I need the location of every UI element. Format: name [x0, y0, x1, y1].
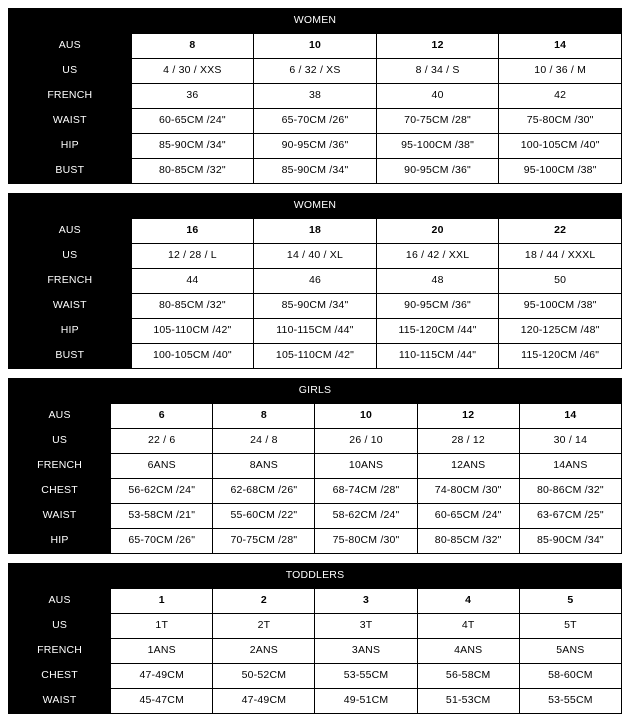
size-cell: 50-52CM — [213, 664, 315, 689]
table-row — [9, 34, 622, 59]
size-cell: 3T — [315, 614, 417, 639]
size-cell: 26 / 10 — [315, 429, 417, 454]
size-cell: 90-95CM /36" — [376, 294, 499, 319]
size-cell: 2T — [213, 614, 315, 639]
table-title: TODDLERS — [9, 564, 622, 589]
row-label: WAIST — [9, 109, 132, 134]
size-table — [8, 563, 622, 714]
size-cell: 1ANS — [111, 639, 213, 664]
row-label: WAIST — [9, 504, 111, 529]
size-cell: 14ANS — [519, 454, 621, 479]
table-title-row — [9, 379, 622, 404]
row-label: FRENCH — [9, 639, 111, 664]
size-cell: 105-110CM /42" — [131, 319, 254, 344]
table-row — [9, 454, 622, 479]
size-cell: 14 — [499, 34, 622, 59]
size-cell: 4ANS — [417, 639, 519, 664]
row-label: CHEST — [9, 479, 111, 504]
table-title: WOMEN — [9, 9, 622, 34]
size-cell: 100-105CM /40" — [499, 134, 622, 159]
size-cell: 95-100CM /38" — [376, 134, 499, 159]
size-cell: 46 — [254, 269, 377, 294]
size-cell: 110-115CM /44" — [376, 344, 499, 369]
size-cell: 55-60CM /22" — [213, 504, 315, 529]
size-cell: 14 — [519, 404, 621, 429]
size-cell: 56-62CM /24" — [111, 479, 213, 504]
size-cell: 44 — [131, 269, 254, 294]
row-label: WAIST — [9, 294, 132, 319]
size-cell: 63-67CM /25" — [519, 504, 621, 529]
size-cell: 10 / 36 / M — [499, 59, 622, 84]
table-row — [9, 84, 622, 109]
size-table — [8, 193, 622, 369]
size-cell: 90-95CM /36" — [376, 159, 499, 184]
size-cell: 60-65CM /24" — [131, 109, 254, 134]
size-cell: 70-75CM /28" — [213, 529, 315, 554]
size-cell: 47-49CM — [213, 689, 315, 714]
size-cell: 75-80CM /30" — [315, 529, 417, 554]
size-cell: 1T — [111, 614, 213, 639]
row-label: CHEST — [9, 664, 111, 689]
size-cell: 16 — [131, 219, 254, 244]
table-row — [9, 344, 622, 369]
size-table — [8, 378, 622, 554]
size-cell: 65-70CM /26" — [254, 109, 377, 134]
size-cell: 24 / 8 — [213, 429, 315, 454]
table-title: WOMEN — [9, 194, 622, 219]
row-label: BUST — [9, 159, 132, 184]
size-cell: 30 / 14 — [519, 429, 621, 454]
size-cell: 3 — [315, 589, 417, 614]
size-cell: 58-62CM /24" — [315, 504, 417, 529]
size-cell: 56-58CM — [417, 664, 519, 689]
size-cell: 8 — [131, 34, 254, 59]
size-cell: 4 — [417, 589, 519, 614]
size-cell: 100-105CM /40" — [131, 344, 254, 369]
row-label: AUS — [9, 589, 111, 614]
size-cell: 85-90CM /34" — [519, 529, 621, 554]
size-cell: 47-49CM — [111, 664, 213, 689]
row-label: FRENCH — [9, 84, 132, 109]
table-title-row — [9, 9, 622, 34]
row-label: FRENCH — [9, 269, 132, 294]
size-cell: 22 / 6 — [111, 429, 213, 454]
size-cell: 85-90CM /34" — [254, 159, 377, 184]
table-row — [9, 689, 622, 714]
size-cell: 68-74CM /28" — [315, 479, 417, 504]
table-row — [9, 614, 622, 639]
table-row — [9, 319, 622, 344]
row-label: WAIST — [9, 689, 111, 714]
table-row — [9, 159, 622, 184]
size-cell: 80-86CM /32" — [519, 479, 621, 504]
row-label: HIP — [9, 319, 132, 344]
table-row — [9, 529, 622, 554]
size-cell: 4T — [417, 614, 519, 639]
size-cell: 12ANS — [417, 454, 519, 479]
size-cell: 18 — [254, 219, 377, 244]
size-cell: 18 / 44 / XXXL — [499, 244, 622, 269]
size-cell: 62-68CM /26" — [213, 479, 315, 504]
size-cell: 50 — [499, 269, 622, 294]
table-row — [9, 59, 622, 84]
row-label: AUS — [9, 219, 132, 244]
size-cell: 53-58CM /21" — [111, 504, 213, 529]
table-row — [9, 479, 622, 504]
table-title-row — [9, 564, 622, 589]
size-cell: 58-60CM — [519, 664, 621, 689]
size-cell: 75-80CM /30" — [499, 109, 622, 134]
size-cell: 95-100CM /38" — [499, 294, 622, 319]
row-label: HIP — [9, 529, 111, 554]
size-cell: 115-120CM /44" — [376, 319, 499, 344]
row-label: FRENCH — [9, 454, 111, 479]
size-cell: 85-90CM /34" — [254, 294, 377, 319]
size-cell: 90-95CM /36" — [254, 134, 377, 159]
row-label: US — [9, 429, 111, 454]
size-cell: 6ANS — [111, 454, 213, 479]
size-cell: 45-47CM — [111, 689, 213, 714]
size-cell: 60-65CM /24" — [417, 504, 519, 529]
row-label: US — [9, 59, 132, 84]
size-cell: 14 / 40 / XL — [254, 244, 377, 269]
size-cell: 53-55CM — [315, 664, 417, 689]
size-cell: 42 — [499, 84, 622, 109]
size-cell: 10ANS — [315, 454, 417, 479]
size-table — [8, 8, 622, 184]
row-label: US — [9, 244, 132, 269]
size-cell: 49-51CM — [315, 689, 417, 714]
size-cell: 6 / 32 / XS — [254, 59, 377, 84]
size-cell: 8 — [213, 404, 315, 429]
size-cell: 80-85CM /32" — [417, 529, 519, 554]
size-cell: 80-85CM /32" — [131, 159, 254, 184]
table-row — [9, 244, 622, 269]
size-cell: 48 — [376, 269, 499, 294]
size-cell: 36 — [131, 84, 254, 109]
table-row — [9, 134, 622, 159]
size-cell: 12 — [417, 404, 519, 429]
row-label: AUS — [9, 404, 111, 429]
table-row — [9, 504, 622, 529]
size-cell: 65-70CM /26" — [111, 529, 213, 554]
table-row — [9, 219, 622, 244]
table-row — [9, 109, 622, 134]
size-cell: 80-85CM /32" — [131, 294, 254, 319]
size-cell: 1 — [111, 589, 213, 614]
size-cell: 5 — [519, 589, 621, 614]
size-cell: 6 — [111, 404, 213, 429]
size-cell: 115-120CM /46" — [499, 344, 622, 369]
table-row — [9, 429, 622, 454]
size-cell: 28 / 12 — [417, 429, 519, 454]
table-row — [9, 294, 622, 319]
row-label: BUST — [9, 344, 132, 369]
table-row — [9, 404, 622, 429]
table-row — [9, 269, 622, 294]
size-cell: 8ANS — [213, 454, 315, 479]
size-cell: 20 — [376, 219, 499, 244]
size-cell: 3ANS — [315, 639, 417, 664]
size-cell: 12 — [376, 34, 499, 59]
size-cell: 12 / 28 / L — [131, 244, 254, 269]
table-title-row — [9, 194, 622, 219]
size-cell: 38 — [254, 84, 377, 109]
table-row — [9, 664, 622, 689]
size-cell: 74-80CM /30" — [417, 479, 519, 504]
size-cell: 95-100CM /38" — [499, 159, 622, 184]
size-cell: 120-125CM /48" — [499, 319, 622, 344]
size-cell: 16 / 42 / XXL — [376, 244, 499, 269]
size-cell: 2ANS — [213, 639, 315, 664]
size-cell: 51-53CM — [417, 689, 519, 714]
row-label: HIP — [9, 134, 132, 159]
row-label: US — [9, 614, 111, 639]
size-cell: 40 — [376, 84, 499, 109]
size-cell: 10 — [254, 34, 377, 59]
size-cell: 85-90CM /34" — [131, 134, 254, 159]
size-cell: 70-75CM /28" — [376, 109, 499, 134]
size-cell: 4 / 30 / XXS — [131, 59, 254, 84]
table-row — [9, 639, 622, 664]
size-cell: 8 / 34 / S — [376, 59, 499, 84]
size-cell: 105-110CM /42" — [254, 344, 377, 369]
size-cell: 53-55CM — [519, 689, 621, 714]
size-cell: 5ANS — [519, 639, 621, 664]
size-cell: 110-115CM /44" — [254, 319, 377, 344]
size-cell: 10 — [315, 404, 417, 429]
size-cell: 2 — [213, 589, 315, 614]
table-row — [9, 589, 622, 614]
row-label: AUS — [9, 34, 132, 59]
table-title: GIRLS — [9, 379, 622, 404]
size-cell: 5T — [519, 614, 621, 639]
size-cell: 22 — [499, 219, 622, 244]
